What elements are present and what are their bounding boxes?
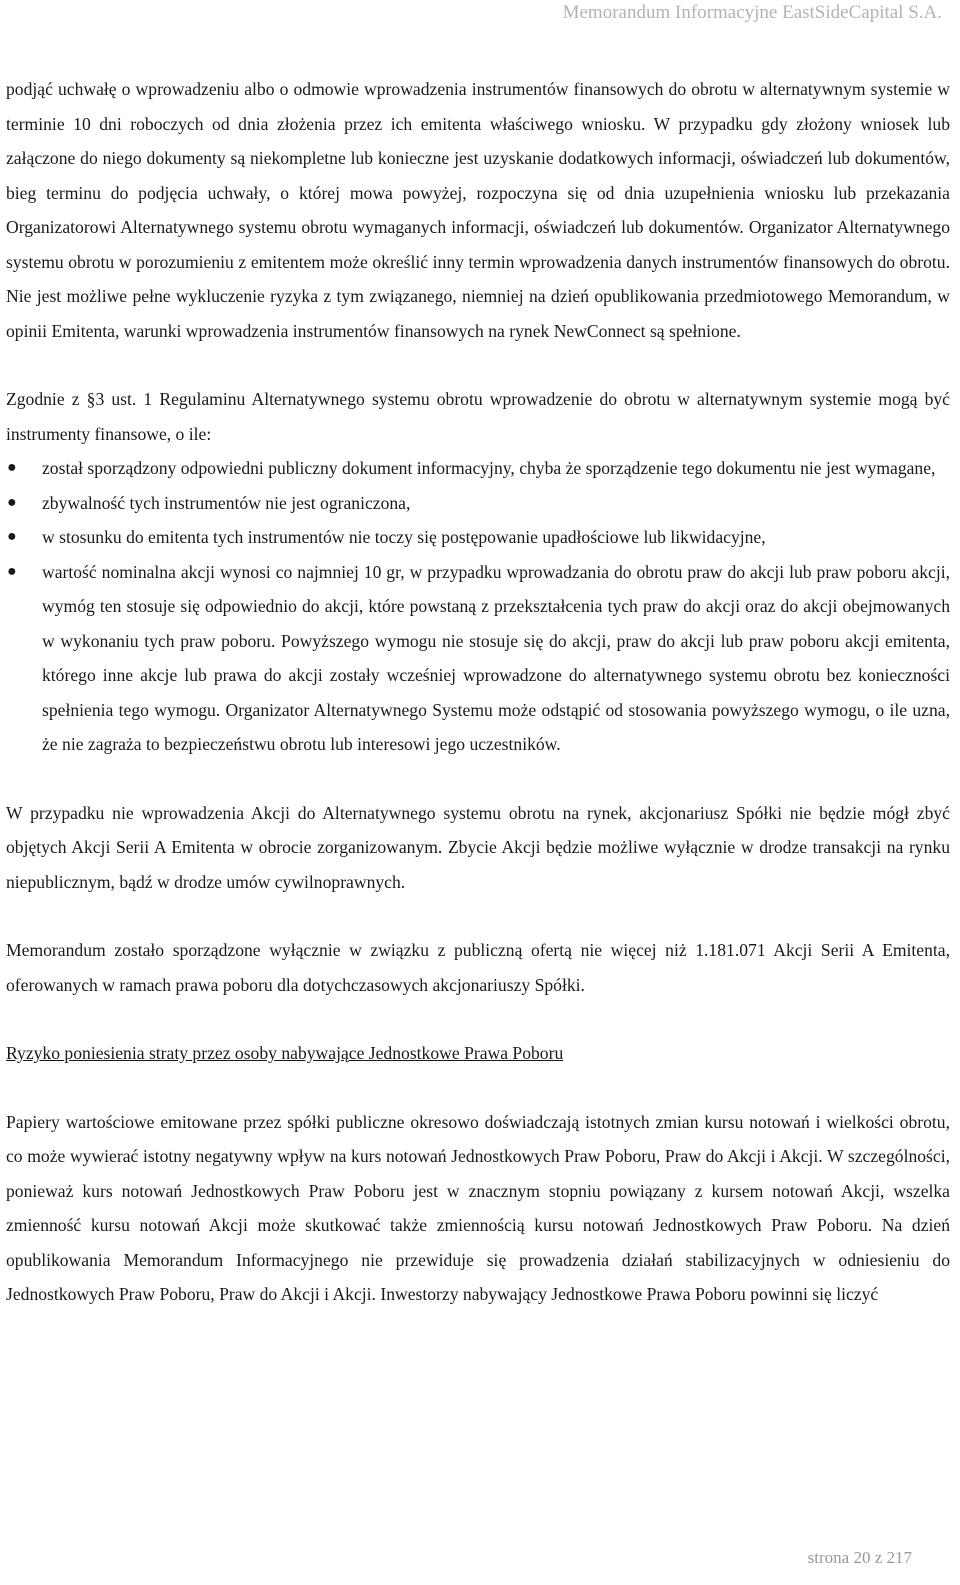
- paragraph-admission-resolution: podjąć uchwałę o wprowadzeniu albo o odmowie wprowadzenia instrumentów finansowych do obrotu w alternatywnym systemie w terminie 10 dni roboczych od dnia złożenia przez ich emitenta właściwego wniosku. W przypadku gdy złożony wniosek lub załączone do niego dokumenty są niekompletne lub konieczne jest uzyskanie dodatkowych informacji, oświadczeń lub dokumentów, bieg terminu do podjęcia uchwały, o której mowa powyżej, rozpoczyna się od dnia uzupełnienia wniosku lub przekazania Organizatorowi Alternatywnego systemu obrotu wymaganych informacji, oświadczeń lub dokumentów. Organizator Alternatywnego systemu obrotu w porozumieniu z emitentem może określić inny termin wprowadzenia danych instrumentów finansowych do obrotu. Nie jest możliwe pełne wykluczenie ryzyka z tym związanego, niemniej na dzień opublikowania przedmiotowego Memorandum, w opinii Emitenta, warunki wprowadzenia instrumentów finansowych na rynek NewConnect są spełnione.: [6, 79, 950, 341]
- document-header: Memorandum Informacyjne EastSideCapital S.A.: [562, 2, 942, 23]
- section-heading-risk: Ryzyko poniesienia straty przez osoby nabywające Jednostkowe Prawa Poboru: [6, 1043, 564, 1063]
- list-item: [6, 555, 950, 762]
- list-item-text: został sporządzony odpowiedni publiczny dokument informacyjny, chyba że sporządzenie tego dokumentu nie jest wymagane,: [42, 458, 936, 478]
- bullet-icon: ●: [7, 493, 17, 511]
- bullet-icon: ●: [7, 459, 17, 476]
- list-item-text: w stosunku do emitenta tych instrumentów nie toczy się postępowanie upadłościowe lub likwidacyjne,: [42, 527, 766, 547]
- list-item-text: zbywalność tych instrumentów nie jest ograniczona,: [42, 492, 411, 513]
- list-item: [6, 451, 950, 486]
- conditions-list: [6, 451, 950, 762]
- document-body: [6, 72, 950, 1312]
- bullet-icon: ●: [7, 562, 17, 580]
- paragraph-non-admission: W przypadku nie wprowadzenia Akcji do Alternatywnego systemu obrotu na rynek, akcjonariusz Spółki nie będzie mógł zbyć objętych Akcji Serii A Emitenta w obrocie zorganizowanym. Zbycie Akcji będzie możliwe wyłącznie w drodze transakcji na rynku niepublicznym, bądź w drodze umów cywilnoprawnych.: [6, 802, 950, 892]
- paragraph-risk-description: Papiery wartościowe emitowane przez spółki publiczne okresowo doświadczają istotnych zmian kursu notowań i wielkości obrotu, co może wywierać istotny negatywny wpływ na kurs notowań Jednostkowych Praw Poboru, Praw do Akcji i Akcji. W szczególności, ponieważ kurs notowań Jednostkowych Praw Poboru jest w znacznym stopniu powiązany z kursem notowań Akcji, wszelka zmienność kursu notowań Akcji może skutkować także zmiennością kursu notowań Jednostkowych Praw Poboru. Na dzień opublikowania Memorandum Informacyjnego nie przewiduje się prowadzenia działań stabilizacyjnych w odniesieniu do Jednostkowych Praw Poboru, Praw do Akcji i Akcji. Inwestorzy nabywający Jednostkowe Prawa Poboru powinni się liczyć: [6, 1111, 950, 1304]
- paragraph-regulation-intro: Zgodnie z §3 ust. 1 Regulaminu Alternatywnego systemu obrotu wprowadzenie do obrotu w alternatywnym systemie mogą być instrumenty finansowe, o ile:: [6, 389, 950, 444]
- list-item: [6, 486, 950, 521]
- list-item: [6, 520, 950, 555]
- page-number: strona 20 z 217: [807, 1548, 912, 1567]
- paragraph-memorandum-offer: Memorandum zostało sporządzone wyłącznie w związku z publiczną ofertą nie więcej niż 1.181.071 Akcji Serii A Emitenta, oferowanych w ramach prawa poboru dla dotychczasowych akcjonariuszy Spółki.: [6, 940, 950, 995]
- bullet-icon: ●: [7, 528, 17, 545]
- list-item-text: wartość nominalna akcji wynosi co najmniej 10 gr, w przypadku wprowadzania do obrotu praw do akcji lub praw poboru akcji, wymóg ten stosuje się odpowiednio do akcji, które powstaną z przekształcenia tych praw do akcji oraz do akcji obejmowanych w wykonaniu tych praw poboru. Powyższego wymogu nie stosuje się do akcji, praw do akcji lub praw poboru akcji emitenta, którego inne akcje lub prawa do akcji zostały wcześniej wprowadzone do alternatywnego systemu obrotu bez konieczności spełnienia tego wymogu. Organizator Alternatywnego Systemu może odstąpić od stosowania powyższego wymogu, o ile uzna, że nie zagraża to bezpieczeństwu obrotu lub interesowi jego uczestników.: [42, 561, 950, 754]
